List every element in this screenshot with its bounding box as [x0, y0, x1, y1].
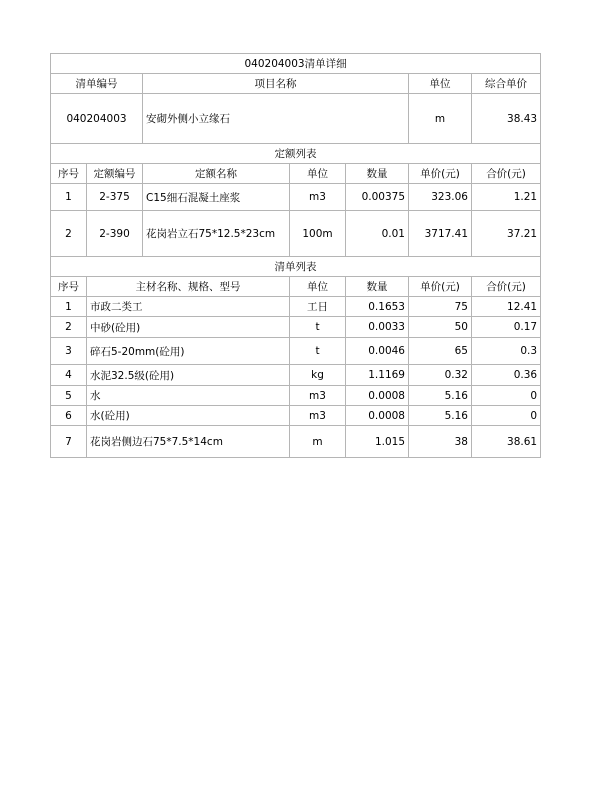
material-total: 0.36: [472, 365, 541, 386]
material-name: 水: [87, 386, 290, 406]
material-name: 花岗岩侧边石75*7.5*14cm: [87, 426, 290, 458]
material-unit-price: 38: [409, 426, 472, 458]
material-name-header: 主材名称、规格、型号: [87, 277, 290, 297]
quota-unit: 100m: [290, 211, 346, 257]
material-seq: 7: [51, 426, 87, 458]
table-row: [51, 365, 541, 386]
quota-name-header: 定额名称: [143, 164, 290, 184]
material-name: 水泥32.5级(砼用): [87, 365, 290, 386]
material-unit: 工日: [290, 297, 346, 317]
quota-total: 37.21: [472, 211, 541, 257]
quota-seq: 1: [51, 184, 87, 211]
table-row: [51, 426, 541, 458]
table-row: [51, 211, 541, 257]
quota-qty: 0.00375: [346, 184, 409, 211]
material-qty: 0.0008: [346, 406, 409, 426]
material-total-header: 合价(元): [472, 277, 541, 297]
quota-qty-header: 数量: [346, 164, 409, 184]
material-unit: kg: [290, 365, 346, 386]
bill-code: 040204003: [51, 94, 143, 144]
bill-unit: m: [409, 94, 472, 144]
quota-code: 2-390: [87, 211, 143, 257]
quota-name: C15细石混凝土座浆: [143, 184, 290, 211]
material-total: 0: [472, 406, 541, 426]
bill-price-header: 综合单价: [472, 74, 541, 94]
material-qty: 0.0033: [346, 317, 409, 338]
material-unit-price: 0.32: [409, 365, 472, 386]
table-row: [51, 386, 541, 406]
bill-detail-table: [50, 53, 541, 458]
bill-price: 38.43: [472, 94, 541, 144]
material-total: 0: [472, 386, 541, 406]
quota-section-title: 定额列表: [51, 144, 541, 164]
table-row: [51, 297, 541, 317]
quota-unit-price-header: 单价(元): [409, 164, 472, 184]
material-seq-header: 序号: [51, 277, 87, 297]
material-unit-price: 5.16: [409, 386, 472, 406]
material-name: 碎石5-20mm(砼用): [87, 338, 290, 365]
quota-seq: 2: [51, 211, 87, 257]
table-row: [51, 184, 541, 211]
material-seq: 1: [51, 297, 87, 317]
quota-unit: m3: [290, 184, 346, 211]
quota-unit-price: 323.06: [409, 184, 472, 211]
material-qty: 0.0046: [346, 338, 409, 365]
material-seq: 6: [51, 406, 87, 426]
bill-unit-header: 单位: [409, 74, 472, 94]
quota-unit-price: 3717.41: [409, 211, 472, 257]
quota-code-header: 定额编号: [87, 164, 143, 184]
quota-name: 花岗岩立石75*12.5*23cm: [143, 211, 290, 257]
material-unit: m3: [290, 406, 346, 426]
material-name: 市政二类工: [87, 297, 290, 317]
material-qty: 1.1169: [346, 365, 409, 386]
material-unit: m3: [290, 386, 346, 406]
sheet-title: 040204003清单详细: [51, 54, 541, 74]
material-qty: 0.1653: [346, 297, 409, 317]
material-total: 0.17: [472, 317, 541, 338]
material-qty: 0.0008: [346, 386, 409, 406]
quota-total: 1.21: [472, 184, 541, 211]
material-total: 0.3: [472, 338, 541, 365]
table-row: [51, 338, 541, 365]
material-unit-price: 75: [409, 297, 472, 317]
material-section-title: 清单列表: [51, 257, 541, 277]
material-seq: 4: [51, 365, 87, 386]
material-seq: 5: [51, 386, 87, 406]
material-unit-price-header: 单价(元): [409, 277, 472, 297]
material-total: 12.41: [472, 297, 541, 317]
material-unit: t: [290, 338, 346, 365]
material-total: 38.61: [472, 426, 541, 458]
material-unit: m: [290, 426, 346, 458]
bill-code-header: 清单编号: [51, 74, 143, 94]
material-unit: t: [290, 317, 346, 338]
quota-unit-header: 单位: [290, 164, 346, 184]
material-qty: 1.015: [346, 426, 409, 458]
material-qty-header: 数量: [346, 277, 409, 297]
bill-name-header: 项目名称: [143, 74, 409, 94]
material-seq: 2: [51, 317, 87, 338]
quota-code: 2-375: [87, 184, 143, 211]
material-name: 中砂(砼用): [87, 317, 290, 338]
quota-total-header: 合价(元): [472, 164, 541, 184]
material-seq: 3: [51, 338, 87, 365]
material-unit-price: 5.16: [409, 406, 472, 426]
material-unit-price: 65: [409, 338, 472, 365]
material-unit-header: 单位: [290, 277, 346, 297]
quota-qty: 0.01: [346, 211, 409, 257]
table-row: [51, 317, 541, 338]
quota-seq-header: 序号: [51, 164, 87, 184]
material-unit-price: 50: [409, 317, 472, 338]
table-row: [51, 406, 541, 426]
material-name: 水(砼用): [87, 406, 290, 426]
bill-name: 安砌外侧小立缘石: [143, 94, 409, 144]
